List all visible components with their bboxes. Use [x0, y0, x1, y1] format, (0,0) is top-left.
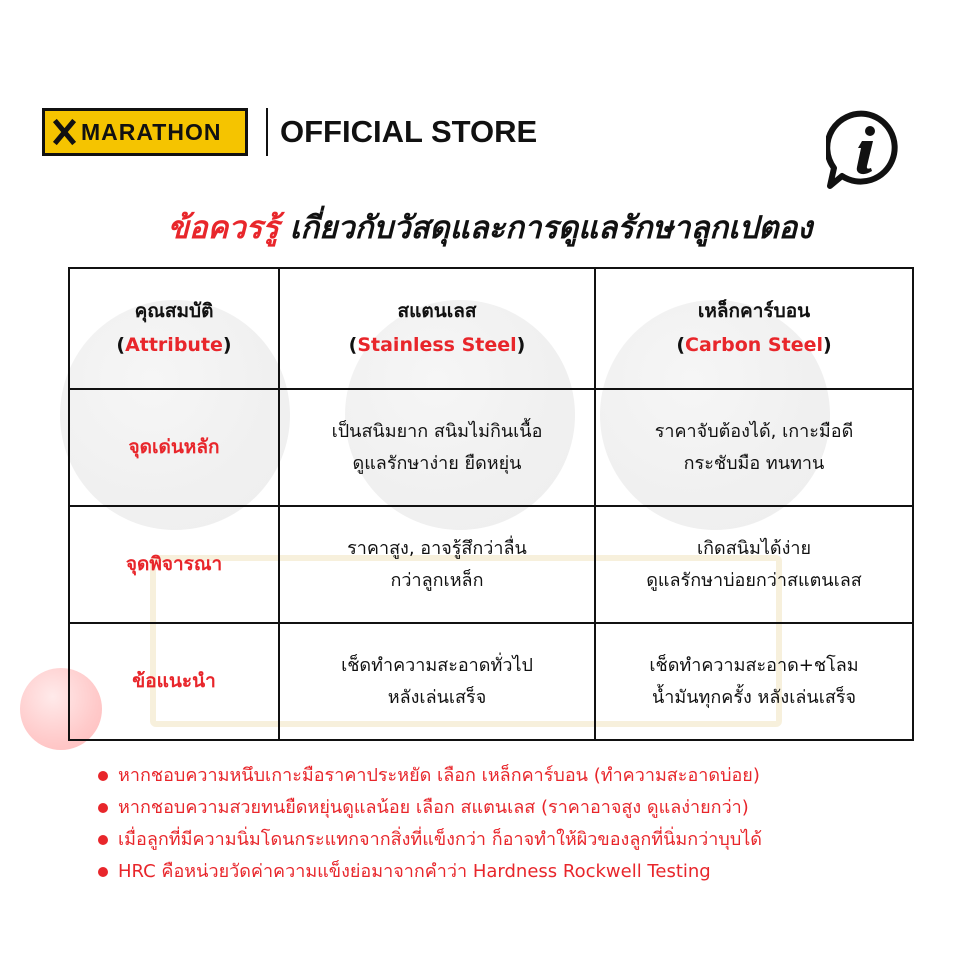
cell-carbon-highlights: [595, 389, 913, 506]
list-item: [96, 792, 956, 824]
notes-list: [96, 760, 956, 888]
bullet-icon: [98, 835, 108, 845]
cell-line: น้ำมันทุกครั้ง หลังเล่นเสร็จ: [651, 686, 857, 708]
header-carbon: [595, 268, 913, 389]
note-text: เมื่อลูกที่มีความนิ่มโดนกระแทกจากสิ่งที่แข็งกว่า ก็อาจทำให้ผิวของลูกที่นิ่มกว่าบุบได้: [118, 829, 762, 850]
marathon-logo-icon: [51, 119, 77, 145]
cell-line: กระชับมือ ทนทาน: [683, 452, 825, 474]
info-chat-bubble-icon: [826, 110, 906, 190]
row-label-recommendations: ข้อแนะนำ: [69, 623, 279, 740]
note-text: หากชอบความหนึบเกาะมือราคาประหยัด เลือก เหล็กคาร์บอน (ทำความสะอาดบ่อย): [118, 765, 760, 786]
header-stainless-thai: สแตนเลส: [397, 300, 477, 323]
list-item: [96, 856, 956, 888]
table-row: [69, 623, 913, 740]
header-stainless-eng: (Stainless Steel): [348, 333, 526, 356]
cell-stainless-recommendations: [279, 623, 595, 740]
title-rest: เกี่ยวกับวัสดุและการดูแลรักษาลูกเปตอง: [289, 210, 813, 246]
cell-stainless-considerations: [279, 506, 595, 623]
cell-line: เกิดสนิมได้ง่าย: [696, 538, 812, 559]
cell-stainless-highlights: [279, 389, 595, 506]
store-label: OFFICIAL STORE: [280, 114, 538, 149]
page-title: [0, 202, 980, 252]
brand-logo: [42, 108, 248, 156]
header-divider: [266, 108, 268, 156]
row-label-considerations: จุดพิจารณา: [69, 506, 279, 623]
note-text: หากชอบความสวยทนยืดหยุ่นดูแลน้อย เลือก สแตนเลส (ราคาอาจสูง ดูแลง่ายกว่า): [118, 797, 749, 818]
cell-line: ดูแลรักษาบ่อยกว่าสแตนเลส: [646, 569, 862, 591]
cell-line: หลังเล่นเสร็จ: [387, 686, 487, 708]
note-text: HRC คือหน่วยวัดค่าความแข็งย่อมาจากคำว่า Hardness Rockwell Testing: [118, 861, 711, 882]
bullet-icon: [98, 867, 108, 877]
header-carbon-eng: (Carbon Steel): [676, 333, 832, 356]
cell-line: ราคาสูง, อาจรู้สึกว่าลื่น: [347, 538, 527, 559]
cell-carbon-recommendations: [595, 623, 913, 740]
comparison-table: [68, 267, 914, 741]
brand-logo-text: MARATHON: [81, 118, 222, 145]
cell-line: กว่าลูกเหล็ก: [390, 569, 484, 591]
row-label-highlights: จุดเด่นหลัก: [69, 389, 279, 506]
cell-line: ดูแลรักษาง่าย ยืดหยุ่น: [352, 452, 522, 474]
bullet-icon: [98, 771, 108, 781]
list-item: [96, 824, 956, 856]
header-attribute-thai: คุณสมบัติ: [134, 300, 214, 323]
cell-line: เป็นสนิมยาก สนิมไม่กินเนื้อ: [331, 421, 543, 442]
header-attribute: [69, 268, 279, 389]
title-highlight: ข้อควรรู้: [167, 210, 279, 246]
table-row: [69, 506, 913, 623]
cell-line: เช็ดทำความสะอาด+ชโลม: [649, 655, 859, 676]
table-row: [69, 389, 913, 506]
bullet-icon: [98, 803, 108, 813]
header-stainless: [279, 268, 595, 389]
header-attribute-eng: (Attribute): [116, 333, 232, 356]
list-item: [96, 760, 956, 792]
cell-line: เช็ดทำความสะอาดทั่วไป: [341, 655, 533, 676]
table-header-row: [69, 268, 913, 389]
header-carbon-thai: เหล็กคาร์บอน: [697, 300, 811, 323]
cell-line: ราคาจับต้องได้, เกาะมือดี: [654, 421, 854, 442]
cell-carbon-considerations: [595, 506, 913, 623]
